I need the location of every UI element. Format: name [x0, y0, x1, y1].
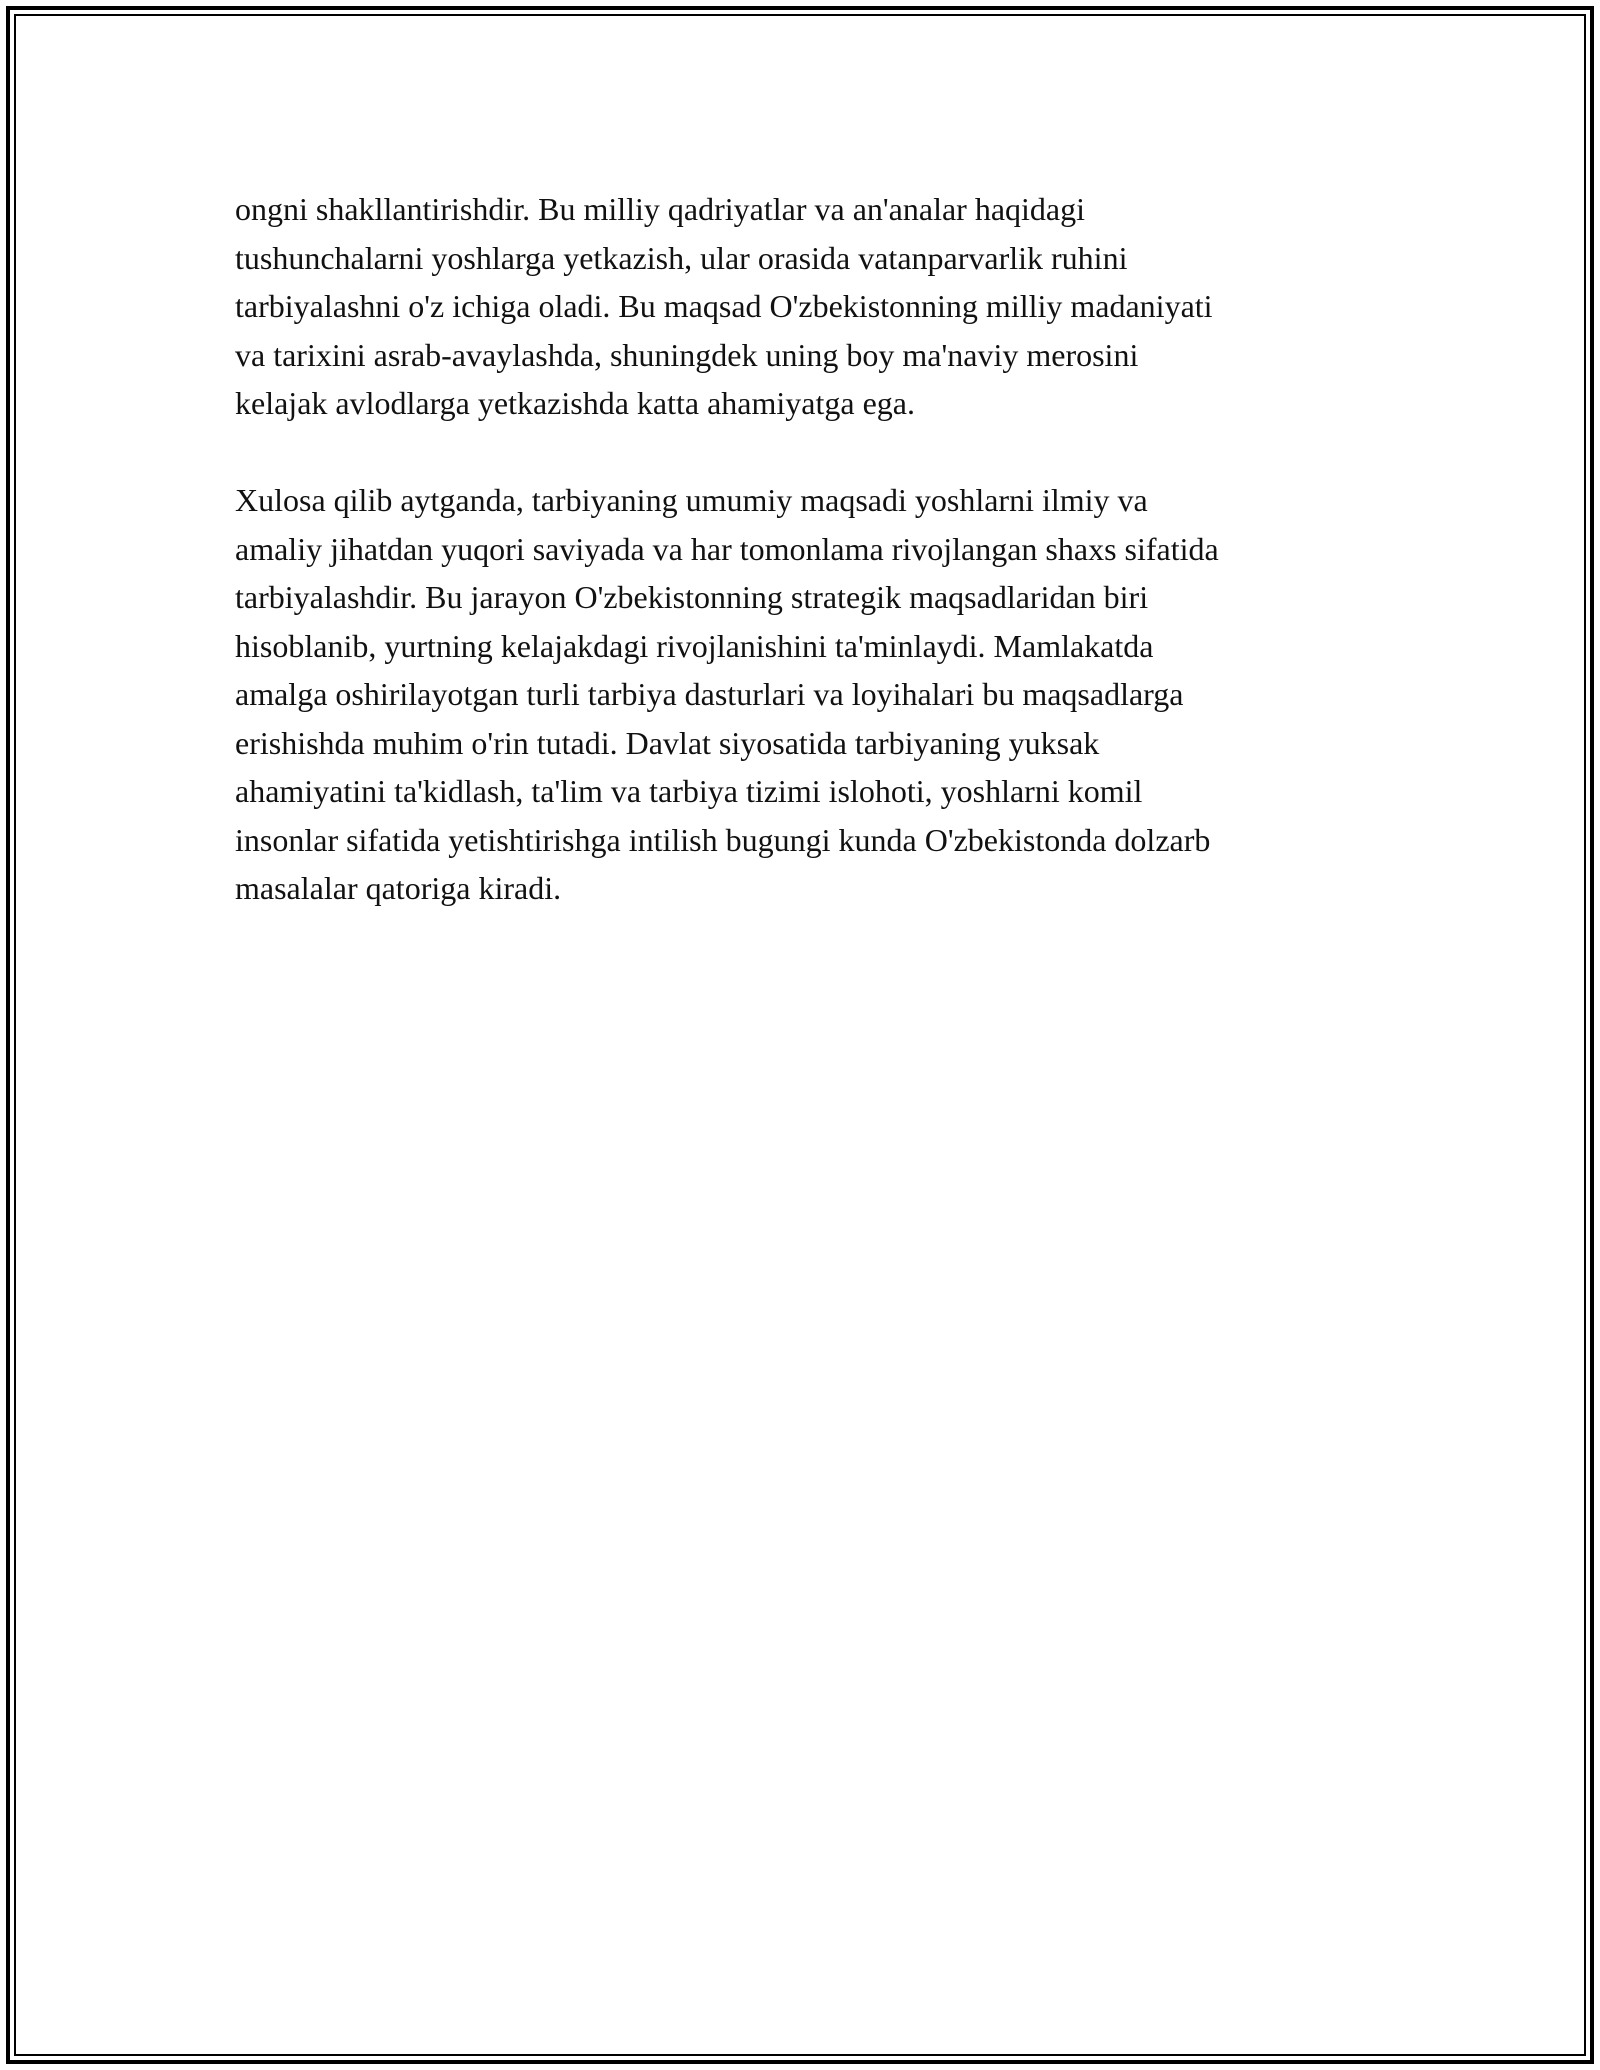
text-line: Xulosa qilib aytganda, tarbiyaning umumiy maqsadi yoshlarni ilmiy va — [235, 482, 1148, 518]
text-line: tarbiyalashdir. Bu jarayon O'zbekistonning strategik maqsadlaridan biri — [235, 579, 1149, 615]
text-line: erishishda muhim o'rin tutadi. Davlat siyosatida tarbiyaning yuksak — [235, 724, 1100, 761]
text-line: va tarixini asrab-avaylashda, shuningdek uning boy ma'naviy merosini — [235, 336, 1139, 373]
text-line: tushunchalarni yoshlarga yetkazish, ular orasida vatanparvarlik ruhini — [235, 239, 1128, 276]
text-line: amaliy jihatdan yuqori saviyada va har tomonlama rivojlangan shaxs sifatida — [235, 530, 1219, 567]
text-line: ongni shakllantirishdir. Bu milliy qadriyatlar va an'analar haqidagi — [235, 191, 1085, 227]
text-line: tarbiyalashni o'z ichiga oladi. Bu maqsad O'zbekistonning milliy madaniyati — [235, 288, 1213, 324]
text-line: masalalar qatoriga kiradi. — [235, 870, 562, 906]
text-line: ahamiyatini ta'kidlash, ta'lim va tarbiya tizimi islohoti, yoshlarni komil — [235, 773, 1143, 809]
paragraph-2 — [235, 476, 1395, 913]
paragraph-1 — [235, 185, 1395, 428]
text-line: amalga oshirilayotgan turli tarbiya dasturlari va loyihalari bu maqsadlarga — [235, 676, 1184, 712]
text-line: insonlar sifatida yetishtirishga intilish bugungi kunda O'zbekistonda dolzarb — [235, 821, 1211, 858]
text-line: kelajak avlodlarga yetkazishda katta ahamiyatga ega. — [235, 385, 915, 421]
text-line: hisoblanib, yurtning kelajakdagi rivojlanishini ta'minlaydi. Mamlakatda — [235, 627, 1154, 664]
body-text — [235, 185, 1395, 961]
